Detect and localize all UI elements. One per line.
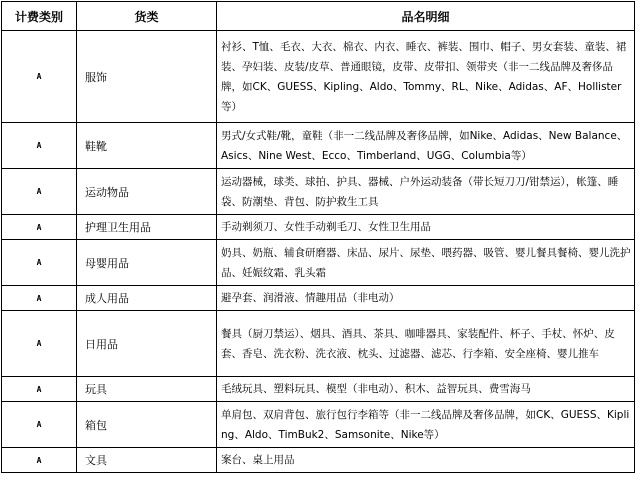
header-fee-class: 计费类别: [2, 2, 77, 31]
table-row: [2, 402, 635, 448]
item-details-cell: 手动剃须刀、女性手动剃毛刀、女性卫生用品: [217, 215, 635, 240]
item-details-cell: 男式/女式鞋/靴，童鞋（非一二线品牌及奢侈品牌，如Nike、Adidas、New Balance、Asics、Nine West、Ecco、Timberland、UGG、Columbia等）: [217, 123, 635, 169]
table-header-row: [2, 2, 635, 31]
category-cell: 鞋靴: [77, 123, 217, 169]
table-row: [2, 123, 635, 169]
fee-class-cell: A: [2, 240, 77, 286]
category-cell: 日用品: [77, 311, 217, 377]
item-details-cell: 餐具（厨刀禁运）、烟具、酒具、茶具、咖啡器具、家装配件、杯子、手杖、怀炉、皮套、香皂、洗衣粉、洗衣液、枕头、过滤器、滤芯、行李箱、安全座椅、婴儿推车: [217, 311, 635, 377]
fee-class-cell: A: [2, 215, 77, 240]
item-details-cell: 毛绒玩具、塑料玩具、模型（非电动）、积木、益智玩具、费雪海马: [217, 377, 635, 402]
fee-class-cell: A: [2, 123, 77, 169]
table-row: [2, 31, 635, 123]
fee-class-cell: A: [2, 377, 77, 402]
item-details-cell: 案台、桌上用品: [217, 448, 635, 473]
table-row: [2, 240, 635, 286]
table-row: [2, 286, 635, 311]
category-cell: 运动物品: [77, 169, 217, 215]
item-details-cell: 衬衫、T恤、毛衣、大衣、棉衣、内衣、睡衣、裤装、围巾、帽子、男女套装、童装、裙装、孕妇装、皮装/皮草、普通眼镜，皮带、皮带扣、领带夹（非一二线品牌及奢侈品牌，如CK、GUESS、Kipling、Aldo、Tommy、RL、Nike、Adidas、AF、Hollister等）: [217, 31, 635, 123]
item-details-cell: 奶具、奶瓶、辅食研磨器、床品、尿片、尿垫、喂药器、吸管、婴儿餐具餐椅、婴儿洗护品、妊娠纹霜、乳头霜: [217, 240, 635, 286]
header-item-details: 品名明细: [217, 2, 635, 31]
category-cell: 成人用品: [77, 286, 217, 311]
fee-class-cell: A: [2, 31, 77, 123]
table-row: [2, 448, 635, 473]
header-goods-category: 货类: [77, 2, 217, 31]
item-details-cell: 运动器械，球类、球拍、护具、器械、户外运动装备（带长短刀刀/钳禁运），帐篷、睡袋、防潮垫、背包、防护救生工具: [217, 169, 635, 215]
category-cell: 箱包: [77, 402, 217, 448]
table-row: [2, 311, 635, 377]
category-cell: 服饰: [77, 31, 217, 123]
category-cell: 文具: [77, 448, 217, 473]
item-details-cell: 避孕套、润滑液、情趣用品（非电动）: [217, 286, 635, 311]
table-row: [2, 169, 635, 215]
fee-class-cell: A: [2, 169, 77, 215]
fee-class-cell: A: [2, 286, 77, 311]
fee-category-table: [1, 1, 635, 473]
table-row: [2, 377, 635, 402]
fee-class-cell: A: [2, 311, 77, 377]
category-cell: 玩具: [77, 377, 217, 402]
item-details-cell: 单肩包、双肩背包、旅行包行李箱等（非一二线品牌及奢侈品牌，如CK、GUESS、Kipling、Aldo、TimBuk2、Samsonite、Nike等）: [217, 402, 635, 448]
fee-class-cell: A: [2, 448, 77, 473]
fee-class-cell: A: [2, 402, 77, 448]
category-cell: 母婴用品: [77, 240, 217, 286]
category-cell: 护理卫生用品: [77, 215, 217, 240]
table-row: [2, 215, 635, 240]
